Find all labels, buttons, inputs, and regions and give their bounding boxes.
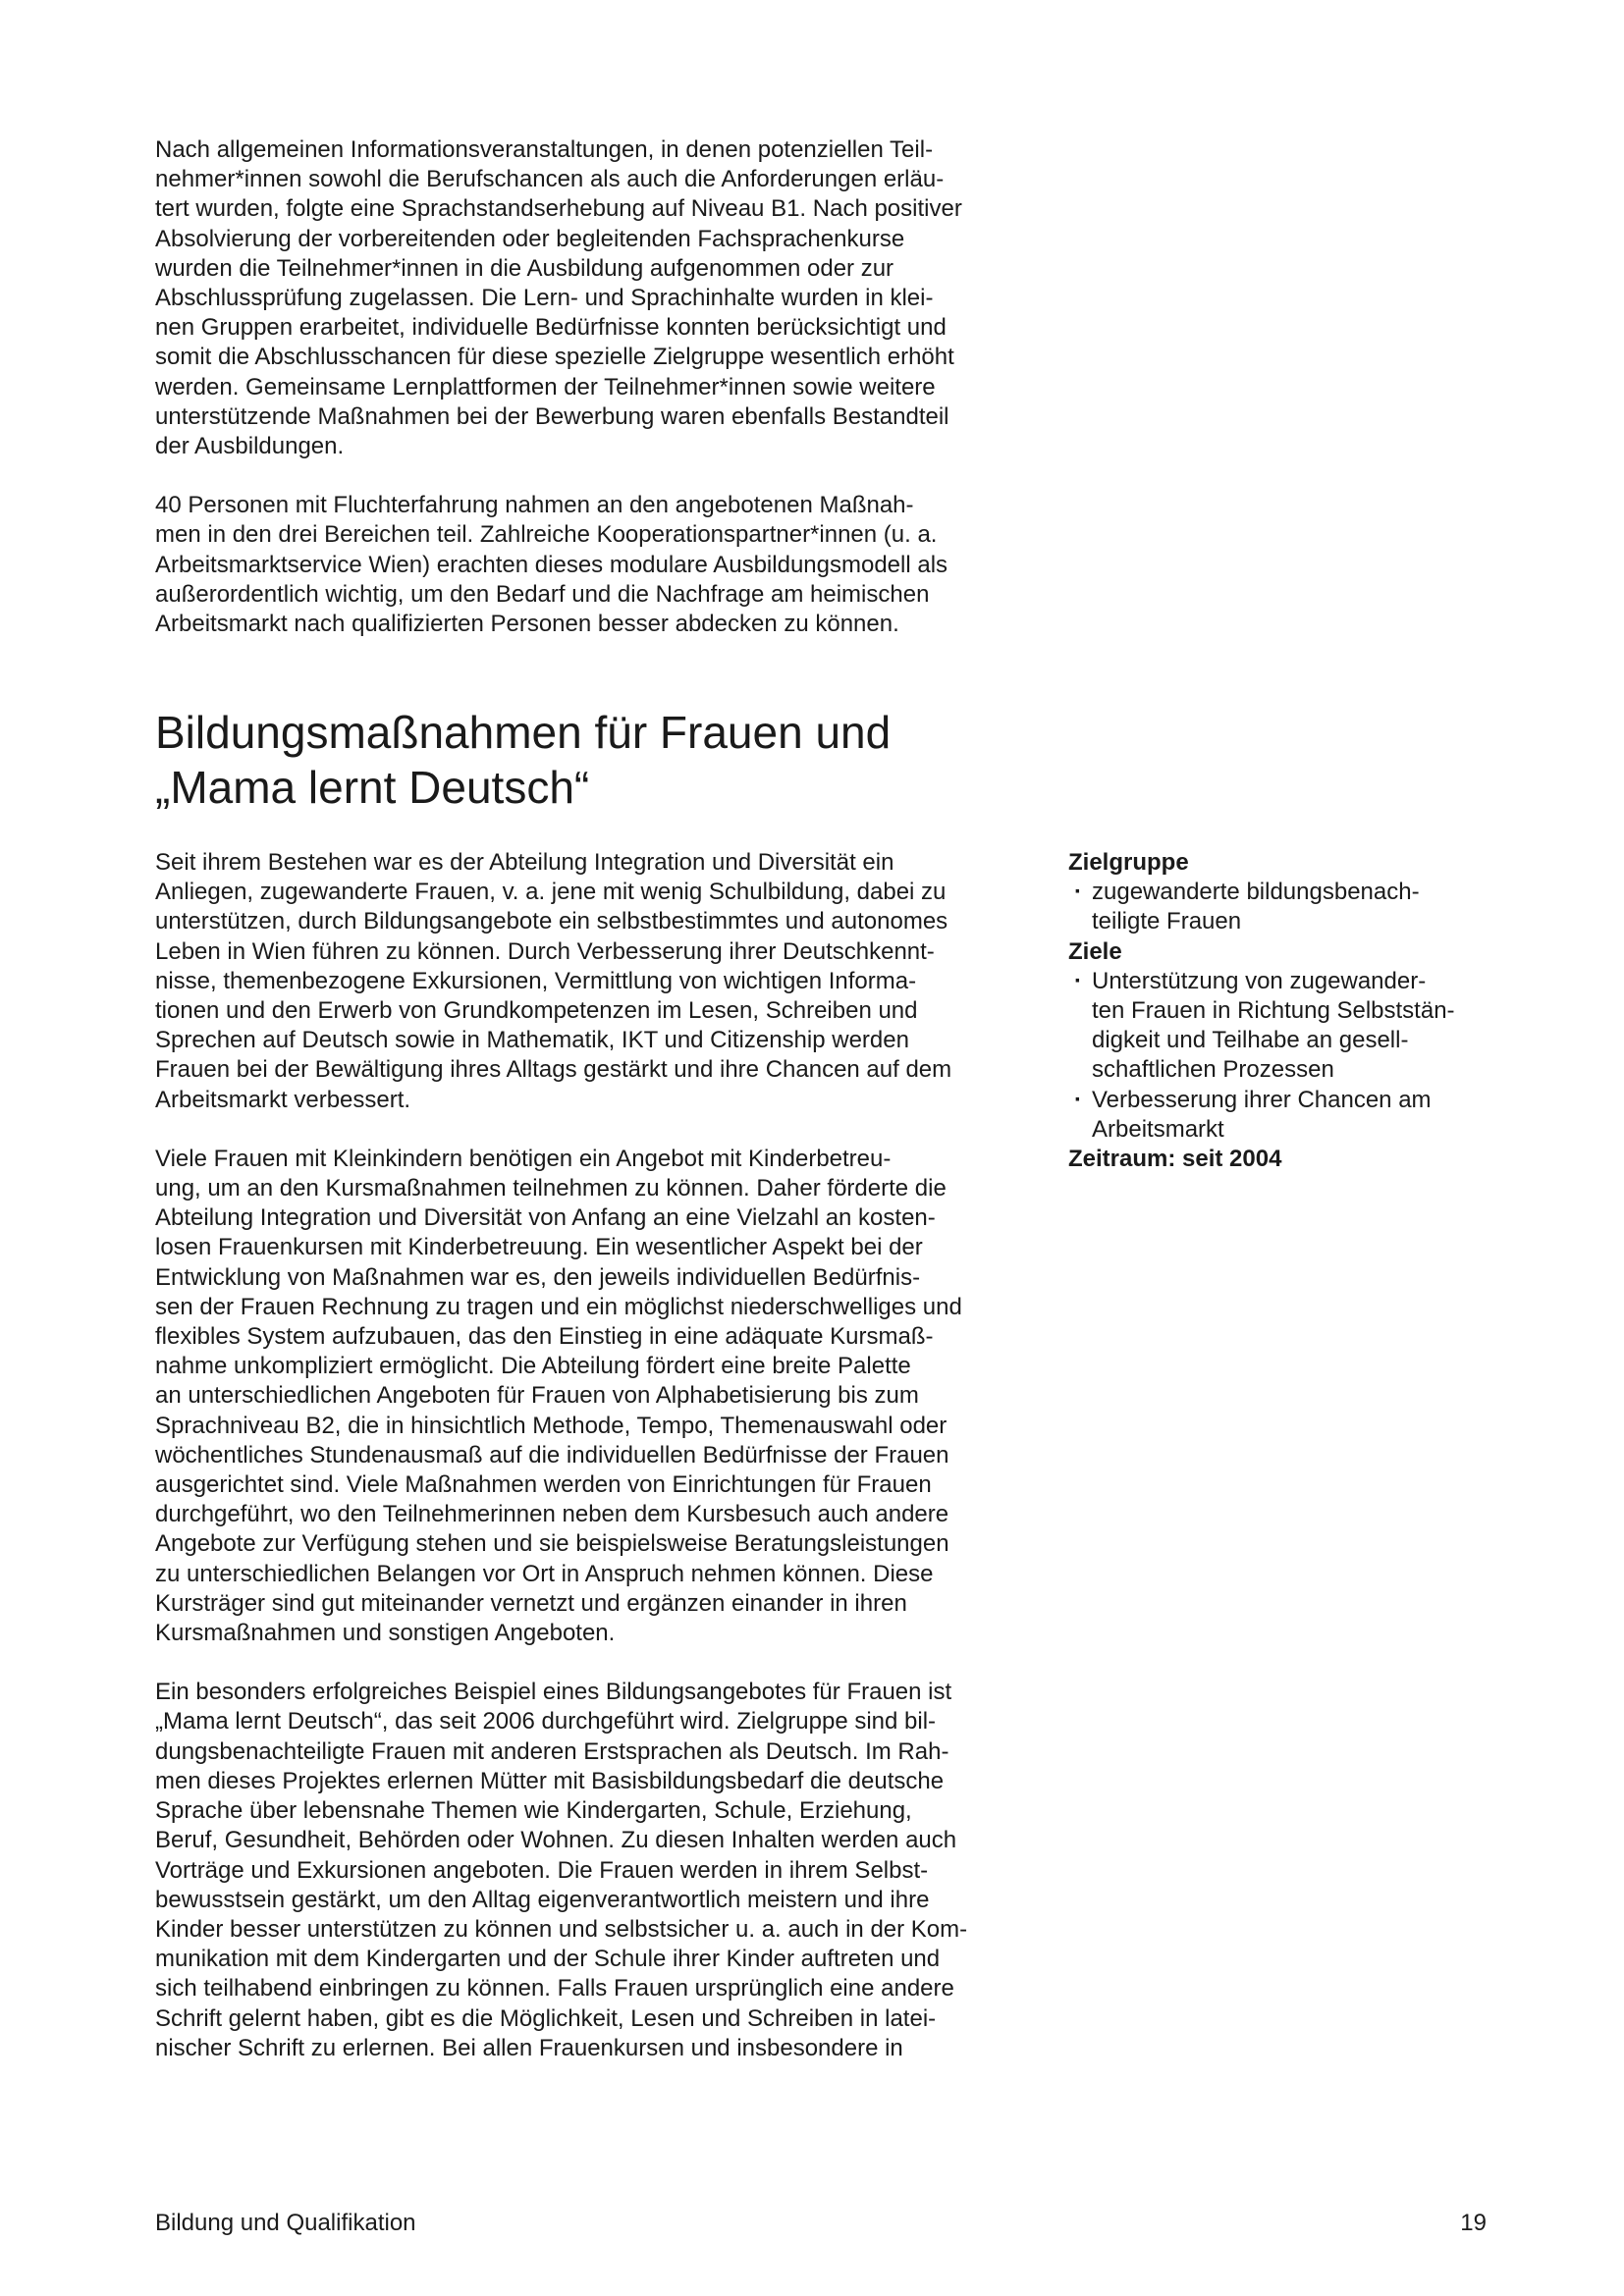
intro-paragraph-1: Nach allgemeinen Informationsveranstaltungen, in denen potenziellen Teil- nehmer*innen sowohl die Berufschancen als auch die Anforderungen erläu- tert wurden, folgte eine Sprachstandserhebung auf Niveau B1. Nach positiver Absolvierung der vorbereitenden oder begleitenden Fachsprachenkurse wurden die Teilnehmer*innen in die Ausbildung aufgenommen oder zur Abschlussprüfung zugelassen. Die Lern- und Sprachinhalte wurden in klei- nen Gruppen erarbeitet, individuelle Bedürfnisse konnten berücksichtigt und somit die Abschlusschancen für diese spezielle Zielgruppe wesentlich erhöht werden. Gemeinsame Lernplattformen der Teilnehmer*innen sowie weitere unterstützende Maßnahmen bei der Bewerbung waren ebenfalls Bestandteil der Ausbildungen.: [155, 136, 962, 460]
ziele-label: Ziele: [1068, 937, 1122, 965]
ziele-list: [1068, 967, 1500, 1145]
zeitraum-label: Zeitraum: seit 2004: [1068, 1146, 1282, 1173]
zielgruppe-list: [1068, 878, 1500, 936]
section-body: [155, 848, 1029, 2063]
project-info-box: [1068, 848, 1500, 1174]
section-paragraph-1: Seit ihrem Bestehen war es der Abteilung Integration und Diversität ein Anliegen, zugewanderte Frauen, v. a. jene mit wenig Schulbildung, dabei zu unterstützen, durch Bildungsangebote ein selbstbestimmtes und autonomes Leben in Wien führen zu können. Durch Verbesserung ihrer Deutschkennt- nisse, themenbezogene Exkursionen, Vermittlung von wichtigen Informa- tionen und den Erwerb von Grundkompetenzen im Lesen, Schreiben und Sprechen auf Deutsch sowie in Mathematik, IKT und Citizenship werden Frauen bei der Bewältigung ihres Alltags gestärkt und ihre Chancen auf dem Arbeitsmarkt verbessert.: [155, 849, 952, 1113]
intro-paragraph-2: 40 Personen mit Fluchterfahrung nahmen an den angebotenen Maßnah- men in den drei Bereichen teil. Zahlreiche Kooperationspartner*innen (u. a. Arbeitsmarktservice Wien) erachten dieses modulare Ausbildungsmodell als außerordentlich wichtig, um den Bedarf und die Nachfrage am heimischen Arbeitsmarkt nach qualifizierten Personen besser abdecken zu können.: [155, 492, 948, 638]
page-number: 19: [1460, 2210, 1487, 2236]
section-paragraph-3: Ein besonders erfolgreiches Beispiel eines Bildungsangebotes für Frauen ist „Mama lernt Deutsch“, das seit 2006 durchgeführt wird. Zielgruppe sind bil- dungsbenachteiligte Frauen mit anderen Erstsprachen als Deutsch. Im Rah- men dieses Projektes erlernen Mütter mit Basisbildungsbedarf die deutsche Sprache über lebensnahe Themen wie Kindergarten, Schule, Erziehung, Beruf, Gesundheit, Behörden oder Wohnen. Zu diesen Inhalten werden auch Vorträge und Exkursionen angeboten. Die Frauen werden in ihrem Selbst- bewusstsein gestärkt, um den Alltag eigenverantwortlich meistern und ihre Kinder besser unterstützen zu können und selbstsicher u. a. auch in der Kom- munikation mit dem Kindergarten und der Schule ihrer Kinder auftreten und sich teilhabend einbringen zu können. Falls Frauen ursprünglich eine andere Schrift gelernt haben, gibt es die Möglichkeit, Lesen und Schreiben in latei- nischer Schrift zu erlernen. Bei allen Frauenkursen und insbesondere in: [155, 1679, 968, 2061]
intro-text-block: [155, 135, 1029, 639]
ziele-item: · Verbesserung ihrer Chancen am Arbeitsmarkt: [1068, 1086, 1500, 1145]
zielgruppe-item: · zugewanderte bildungsbenach- teiligte Frauen: [1068, 878, 1500, 936]
footer-chapter-title: Bildung und Qualifikation: [155, 2210, 416, 2236]
zielgruppe-label: Zielgruppe: [1068, 849, 1189, 876]
ziele-item: · Unterstützung von zugewander- ten Frauen in Richtung Selbststän- digkeit und Teilhabe an gesell- schaftlichen Prozessen: [1068, 967, 1500, 1086]
section-heading: Bildungsmaßnahmen für Frauen und „Mama lernt Deutsch“: [155, 707, 892, 813]
section-paragraph-2: Viele Frauen mit Kleinkindern benötigen ein Angebot mit Kinderbetreu- ung, um an den Kursmaßnahmen teilnehmen zu können. Daher förderte die Abteilung Integration und Diversität von Anfang an eine Vielzahl an kosten- losen Frauenkursen mit Kinderbetreuung. Ein wesentlicher Aspekt bei der Entwicklung von Maßnahmen war es, den jeweils individuellen Bedürfnis- sen der Frauen Rechnung zu tragen und ein möglichst niederschwelliges und flexibles System aufzubauen, das den Einstieg in eine adäquate Kursmaß- nahme unkompliziert ermöglicht. Die Abteilung fördert eine breite Palette an unterschiedlichen Angeboten für Frauen von Alphabetisierung bis zum Sprachniveau B2, die in hinsichtlich Methode, Tempo, Themenauswahl oder wöchentliches Stundenausmaß auf die individuellen Bedürfnisse der Frauen ausgerichtet sind. Viele Maßnahmen werden von Einrichtungen für Frauen durchgeführt, wo den Teilnehmerinnen neben dem Kursbesuch auch andere Angebote zur Verfügung stehen und sie beispielsweise Beratungsleistungen zu unterschiedlichen Belangen vor Ort in Anspruch nehmen können. Diese Kursträger sind gut miteinander vernetzt und ergänzen einander in ihren Kursmaßnahmen und sonstigen Angeboten.: [155, 1145, 962, 1647]
